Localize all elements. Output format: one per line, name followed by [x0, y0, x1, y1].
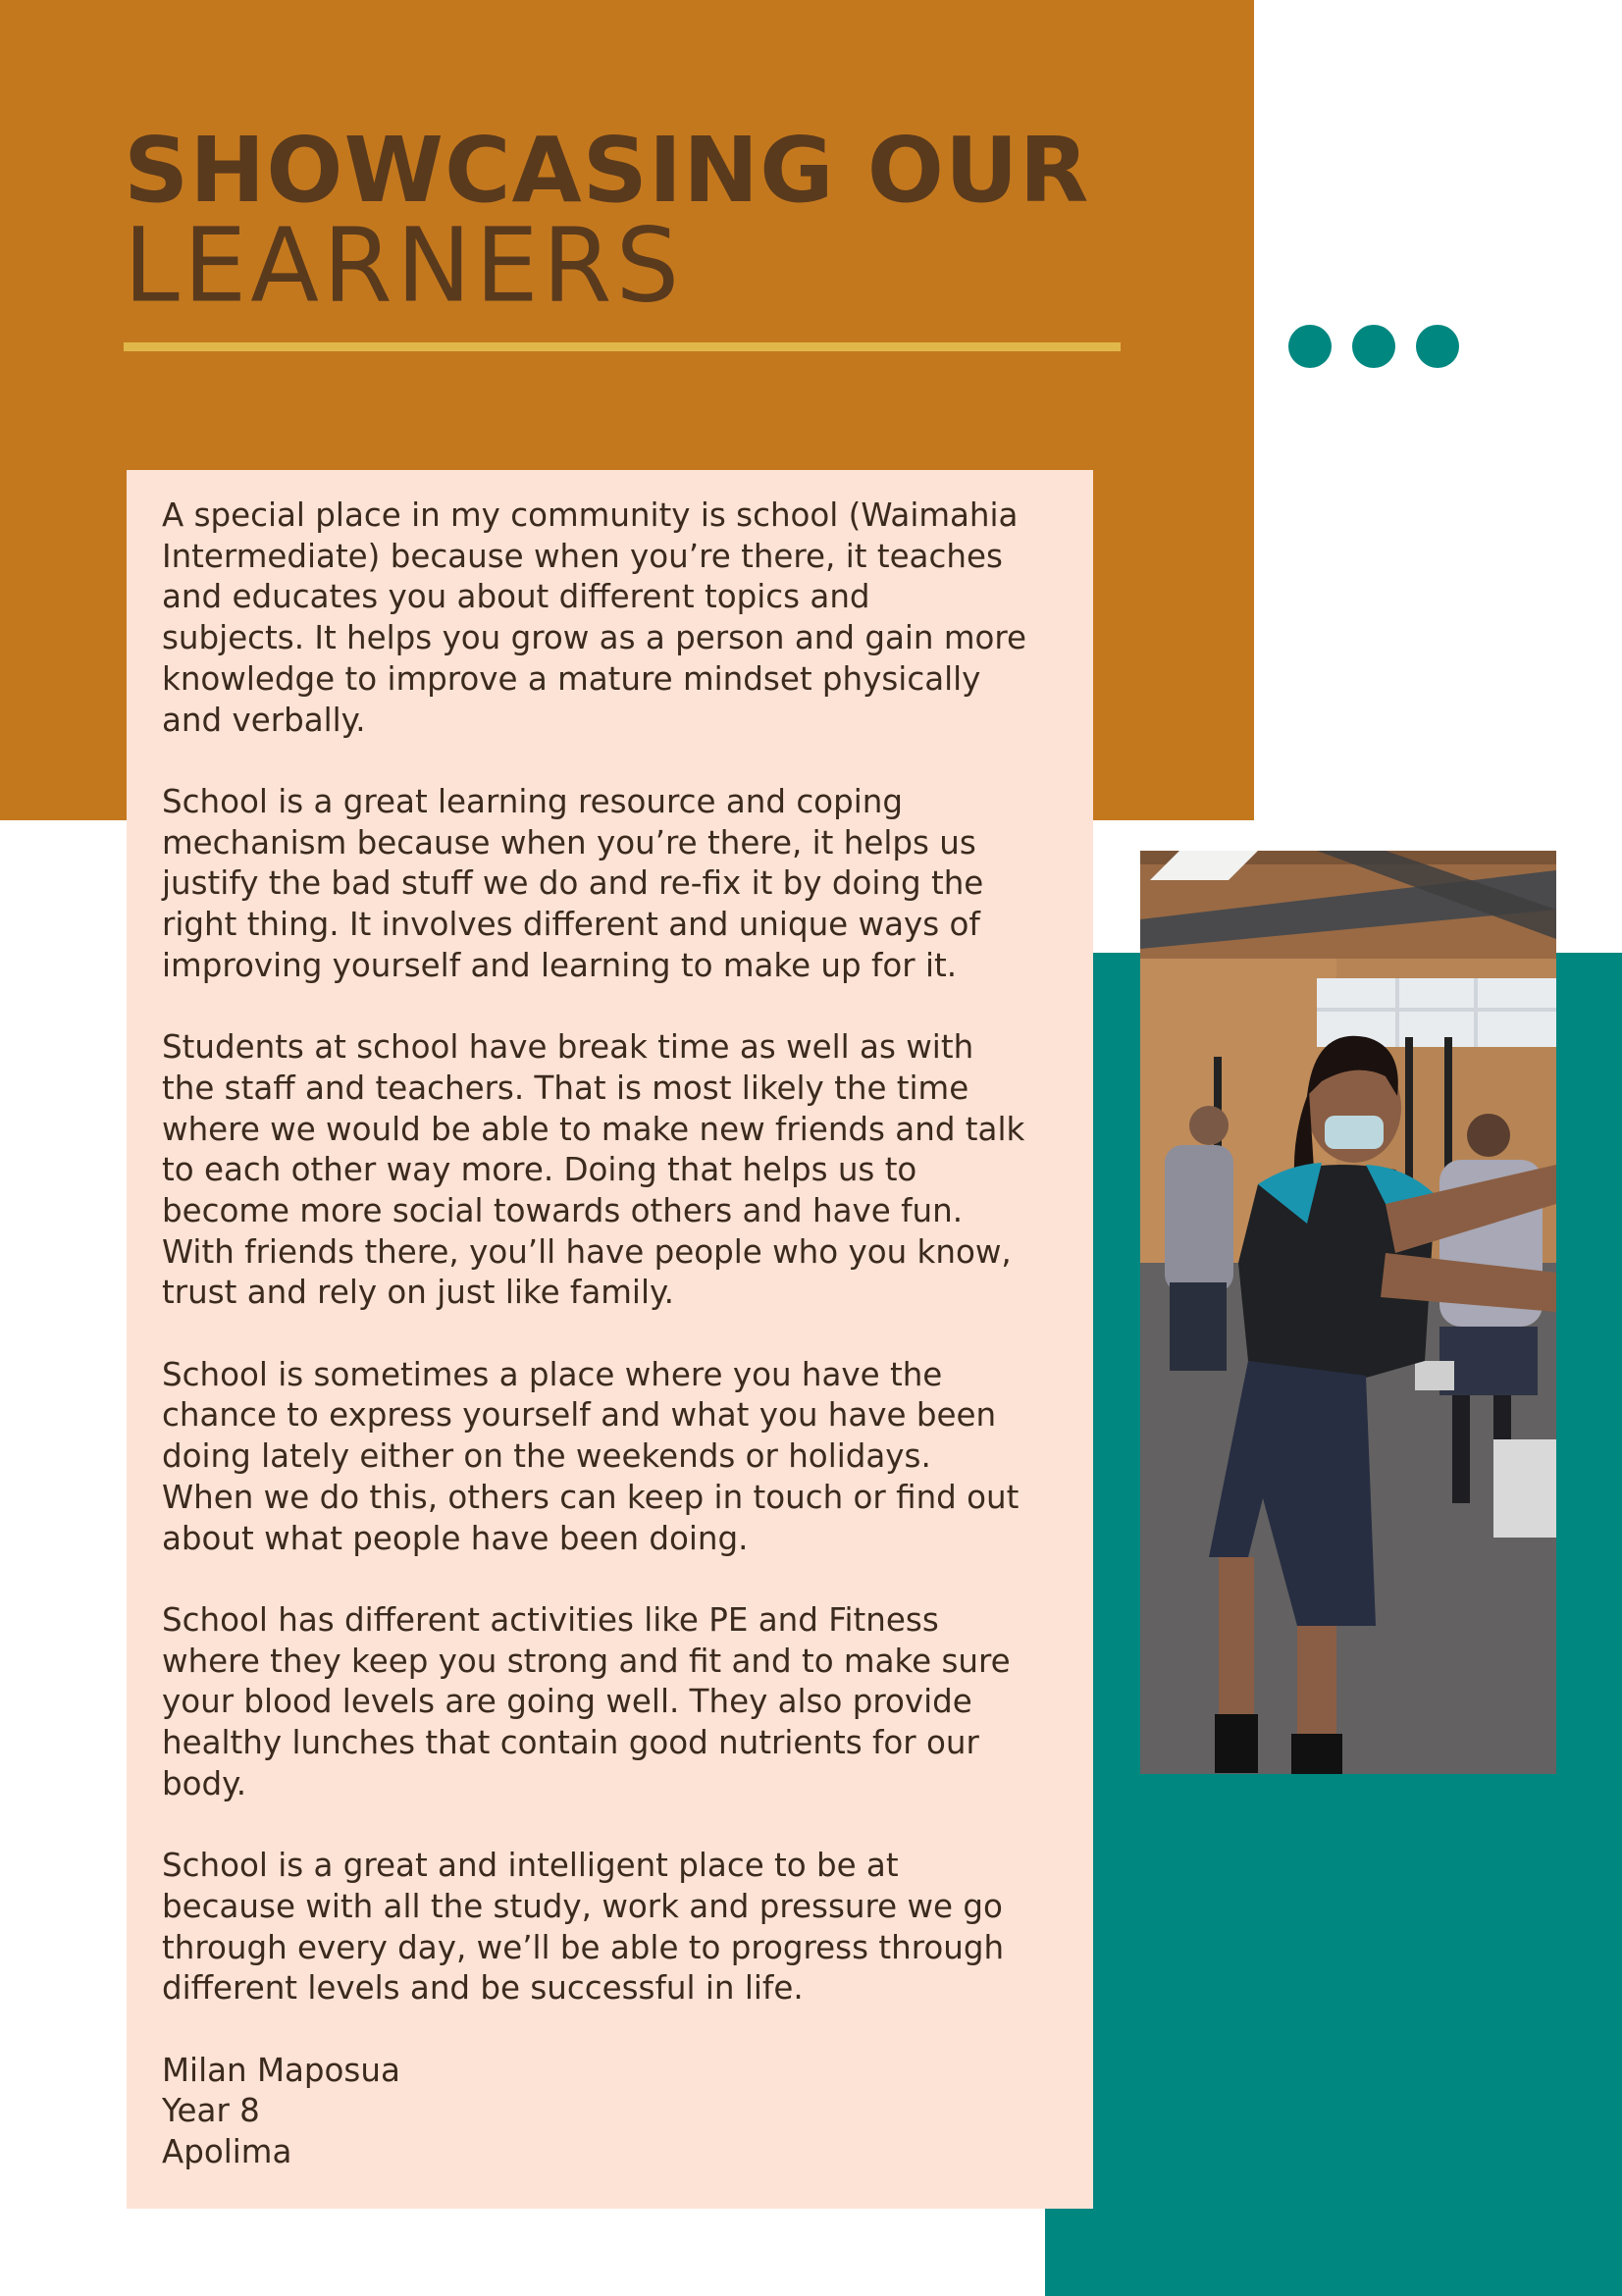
author-year: Year 8	[162, 2092, 260, 2130]
student-photo-illustration	[1140, 851, 1556, 1774]
paragraph-line: different levels and be successful in life.	[162, 1969, 804, 2008]
dot-icon	[1352, 325, 1395, 368]
decorative-dots	[1288, 325, 1459, 368]
article-paragraph	[162, 1027, 1073, 1314]
page-title-line-1: SHOWCASING OUR	[124, 118, 1090, 223]
article-paragraph	[162, 496, 1073, 741]
paragraph-line: School has different activities like PE and Fitness	[162, 1600, 939, 1639]
paragraph-line: School is a great and intelligent place to be at	[162, 1847, 899, 1885]
paragraph-line: right thing. It involves different and unique ways of	[162, 906, 980, 944]
paragraph-line: trust and rely on just like family.	[162, 1274, 674, 1312]
dot-icon	[1288, 325, 1332, 368]
paragraph-line: through every day, we’ll be able to progress through	[162, 1928, 1005, 1966]
paragraph-line: mechanism because when you’re there, it helps us	[162, 823, 976, 861]
paragraph-line: subjects. It helps you grow as a person and gain more	[162, 619, 1027, 657]
paragraph-line: Intermediate) because when you’re there, it teaches	[162, 537, 1003, 575]
page-title-line-2: LEARNERS	[124, 206, 684, 327]
article-card	[127, 470, 1093, 2209]
paragraph-line: healthy lunches that contain good nutrients for our	[162, 1724, 979, 1762]
paragraph-line: the staff and teachers. That is most likely the time	[162, 1069, 969, 1107]
paragraph-line: because with all the study, work and pressure we go	[162, 1887, 1003, 1925]
article-paragraph	[162, 1846, 1073, 2009]
paragraph-line: School is sometimes a place where you have the	[162, 1355, 943, 1393]
paragraph-line: improving yourself and learning to make up for it.	[162, 946, 958, 984]
paragraph-line: chance to express yourself and what you have been	[162, 1396, 997, 1435]
paragraph-line: where they keep you strong and fit and to make sure	[162, 1642, 1011, 1680]
paragraph-line: With friends there, you’ll have people who you know,	[162, 1232, 1012, 1271]
page-title	[124, 118, 1090, 327]
paragraph-line: Students at school have break time as well as with	[162, 1028, 974, 1067]
paragraph-line: body.	[162, 1764, 247, 1802]
paragraph-line: become more social towards others and have fun.	[162, 1191, 964, 1229]
article-paragraph	[162, 782, 1073, 987]
paragraph-line: justify the bad stuff we do and re-fix it by doing the	[162, 864, 984, 903]
title-underline	[124, 342, 1121, 351]
article-paragraph	[162, 1355, 1073, 1560]
paragraph-line: to each other way more. Doing that helps us to	[162, 1151, 917, 1189]
author-class: Apolima	[162, 2133, 292, 2171]
student-photo	[1140, 851, 1556, 1774]
paragraph-line: your blood levels are going well. They also provide	[162, 1683, 972, 1721]
paragraph-line: doing lately either on the weekends or holidays.	[162, 1437, 931, 1476]
paragraph-line: and verbally.	[162, 701, 366, 739]
author-name: Milan Maposua	[162, 2051, 400, 2089]
paragraph-line: A special place in my community is school (Waimahia	[162, 496, 1019, 534]
article-body	[162, 496, 1073, 2009]
author-signature	[162, 2051, 1073, 2173]
paragraph-line: When we do this, others can keep in touch or find out	[162, 1478, 1020, 1516]
dot-icon	[1416, 325, 1459, 368]
paragraph-line: and educates you about different topics and	[162, 578, 870, 616]
article-paragraph	[162, 1600, 1073, 1805]
paragraph-line: knowledge to improve a mature mindset physically	[162, 659, 981, 698]
paragraph-line: School is a great learning resource and coping	[162, 782, 903, 820]
paragraph-line: where we would be able to make new friends and talk	[162, 1110, 1025, 1148]
paragraph-line: about what people have been doing.	[162, 1519, 749, 1557]
